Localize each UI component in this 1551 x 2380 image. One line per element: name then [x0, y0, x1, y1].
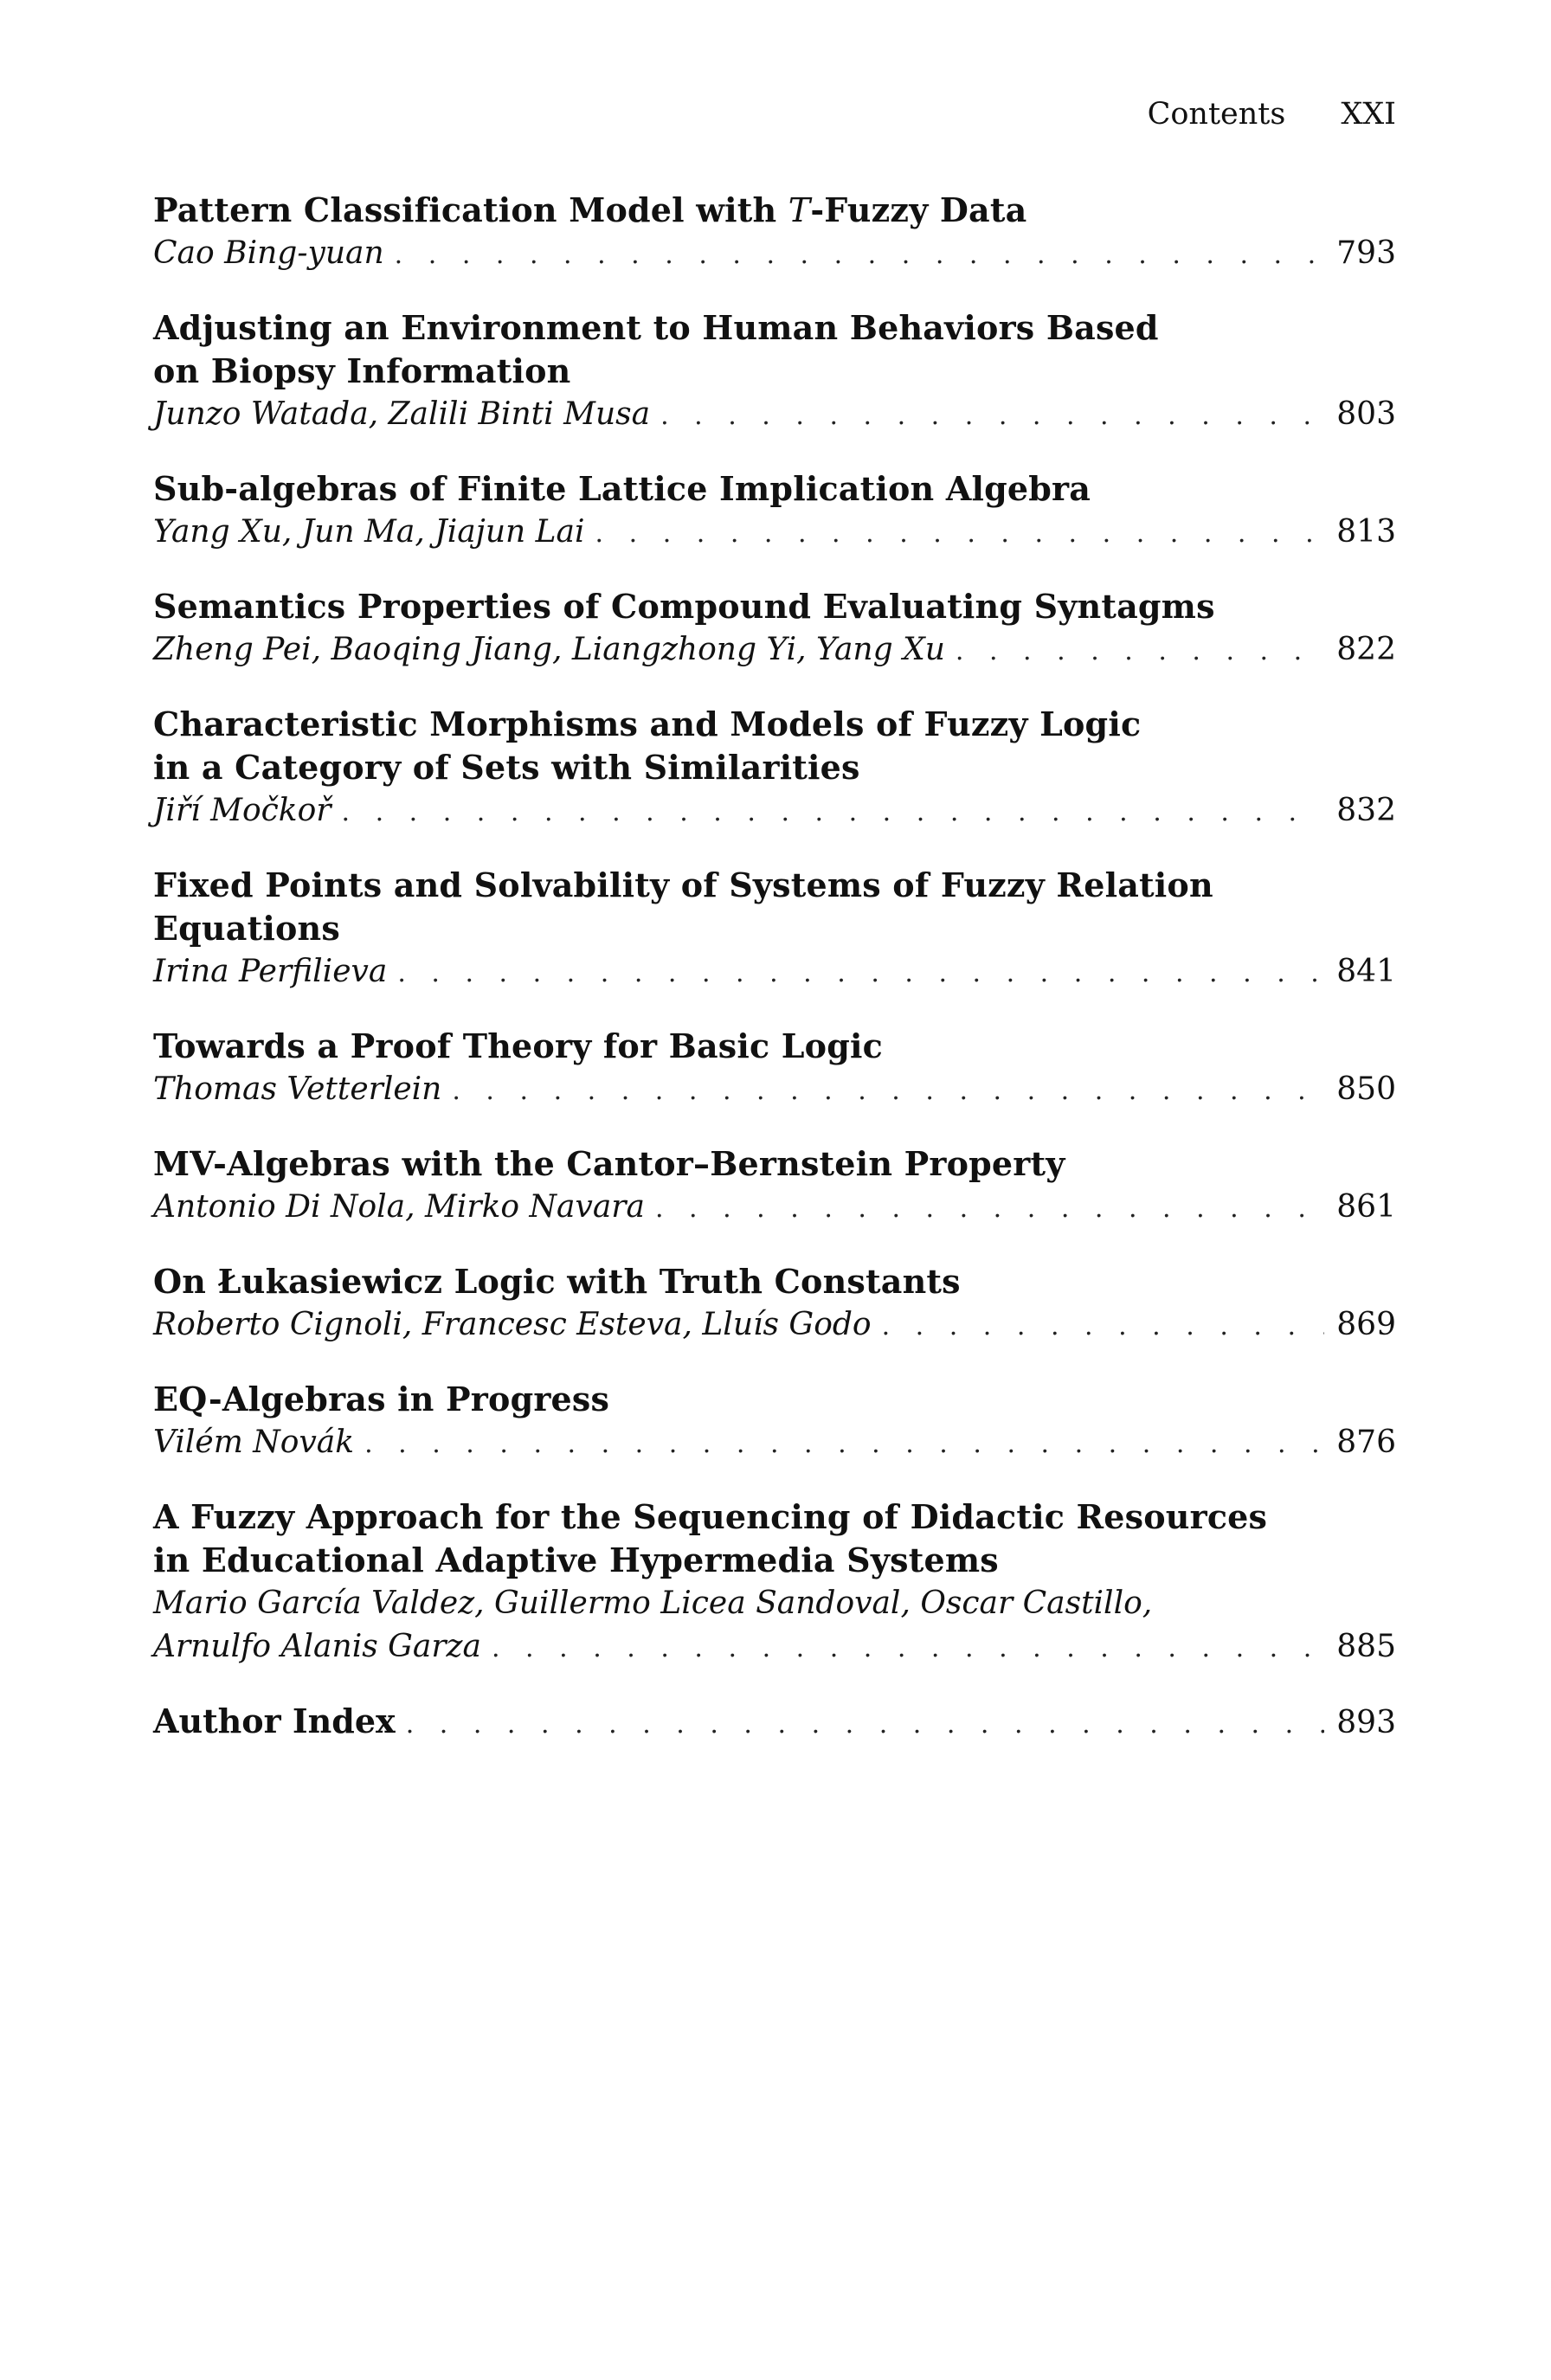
entry-authors: Vilém Novák: [153, 1425, 355, 1460]
dot-leader: [660, 395, 1324, 438]
table-of-contents: [153, 189, 1396, 1776]
entry-title-line: A Fuzzy Approach for the Sequencing of Didactic Resources: [153, 1497, 1268, 1536]
entry-author-line: [153, 950, 1396, 995]
entry-title-line: Adjusting an Environment to Human Behaviors Based: [153, 308, 1159, 347]
toc-entry[interactable]: [153, 467, 1396, 556]
entry-page-number: 822: [1336, 632, 1396, 667]
entry-page-number: 803: [1336, 396, 1396, 432]
entry-author-line: [153, 1421, 1396, 1466]
entry-authors: Junzo Watada, Zalili Binti Musa: [153, 396, 651, 432]
entry-authors: Roberto Cignoli, Francesc Esteva, Lluís Godo: [153, 1307, 872, 1342]
entry-authors: Arnulfo Alanis Garza: [153, 1629, 481, 1664]
dot-leader: [364, 1423, 1324, 1466]
entry-title-line: Fixed Points and Solvability of Systems of Fuzzy Relation: [153, 865, 1213, 904]
dot-leader: [882, 1305, 1325, 1348]
entry-author-line: [153, 628, 1396, 673]
running-head-page-number: XXI: [1341, 97, 1396, 132]
entry-authors: Irina Perfilieva: [153, 954, 388, 989]
entry-title-line: Sub-algebras of Finite Lattice Implication Algebra: [153, 469, 1091, 508]
entry-authors: Jiří Močkoř: [153, 793, 331, 828]
entry-title-line: On Łukasiewicz Logic with Truth Constants: [153, 1262, 961, 1301]
entry-author-line: [153, 393, 1396, 438]
entry-author-line: [153, 1186, 1396, 1231]
entry-author-line: [153, 1303, 1396, 1348]
entry-title-line: Towards a Proof Theory for Basic Logic: [153, 1026, 883, 1065]
dot-leader: [595, 512, 1325, 556]
entry-page-number: 885: [1336, 1629, 1396, 1664]
entry-page-number: 850: [1336, 1071, 1396, 1107]
dot-leader: [406, 1703, 1325, 1746]
entry-authors: Thomas Vetterlein: [153, 1071, 442, 1107]
toc-entry[interactable]: [153, 1260, 1396, 1348]
toc-entry[interactable]: [153, 1142, 1396, 1231]
author-index-label: Author Index: [153, 1701, 396, 1740]
entry-title-line: Characteristic Morphisms and Models of Fuzzy Logic: [153, 704, 1142, 743]
entry-page-number: 832: [1336, 793, 1396, 828]
entry-authors: Cao Bing-yuan: [153, 235, 384, 271]
entry-author-line: [153, 232, 1396, 277]
entry-page-number: 876: [1336, 1425, 1396, 1460]
entry-author-line: [153, 1068, 1396, 1113]
toc-entry[interactable]: [153, 585, 1396, 673]
dot-leader: [956, 630, 1324, 673]
dot-leader: [342, 791, 1325, 834]
dot-leader: [655, 1187, 1324, 1231]
running-head-section: Contents: [1147, 97, 1286, 132]
dot-leader: [492, 1627, 1324, 1670]
author-index-line: [153, 1700, 1396, 1746]
dot-leader: [452, 1070, 1324, 1113]
toc-entry[interactable]: [153, 1496, 1396, 1670]
entry-page-number: 813: [1336, 514, 1396, 550]
dot-leader: [397, 952, 1324, 995]
toc-entry[interactable]: [153, 189, 1396, 277]
toc-entry[interactable]: [153, 306, 1396, 438]
entry-authors: Antonio Di Nola, Mirko Navara: [153, 1189, 645, 1225]
toc-entry[interactable]: [153, 703, 1396, 834]
entry-author-line: [153, 511, 1396, 556]
entry-title-line: in Educational Adaptive Hypermedia Systems: [153, 1541, 999, 1579]
entry-page-number: 793: [1336, 235, 1396, 271]
toc-entry[interactable]: [153, 864, 1396, 995]
entry-authors-first-line: Mario García Valdez, Guillermo Licea Sandoval, Oscar Castillo,: [153, 1586, 1153, 1621]
entry-authors: Yang Xu, Jun Ma, Jiajun Lai: [153, 514, 585, 550]
entry-page-number: 869: [1336, 1307, 1396, 1342]
entry-authors: Zheng Pei, Baoqing Jiang, Liangzhong Yi, Yang Xu: [153, 632, 945, 667]
entry-title-line: Equations: [153, 909, 340, 948]
entry-page-number: 861: [1336, 1189, 1396, 1225]
author-index-page-number: 893: [1336, 1705, 1396, 1740]
math-symbol: T: [788, 191, 811, 229]
entry-author-line: [153, 789, 1396, 834]
entry-title-line: on Biopsy Information: [153, 351, 571, 390]
entry-title-line: Semantics Properties of Compound Evaluating Syntagms: [153, 587, 1215, 626]
toc-entry[interactable]: [153, 1378, 1396, 1466]
entry-author-line: [153, 1625, 1396, 1670]
entry-page-number: 841: [1336, 954, 1396, 989]
toc-entry-author-index[interactable]: [153, 1700, 1396, 1746]
entry-title-line: EQ-Algebras in Progress: [153, 1380, 610, 1418]
entry-title-line: MV-Algebras with the Cantor–Bernstein Property: [153, 1144, 1065, 1183]
dot-leader: [395, 234, 1325, 277]
toc-entry[interactable]: [153, 1025, 1396, 1113]
running-head: [1148, 97, 1396, 132]
entry-title: Pattern Classification Model with T-Fuzzy Data: [153, 190, 1027, 229]
entry-title-line: in a Category of Sets with Similarities: [153, 748, 860, 787]
